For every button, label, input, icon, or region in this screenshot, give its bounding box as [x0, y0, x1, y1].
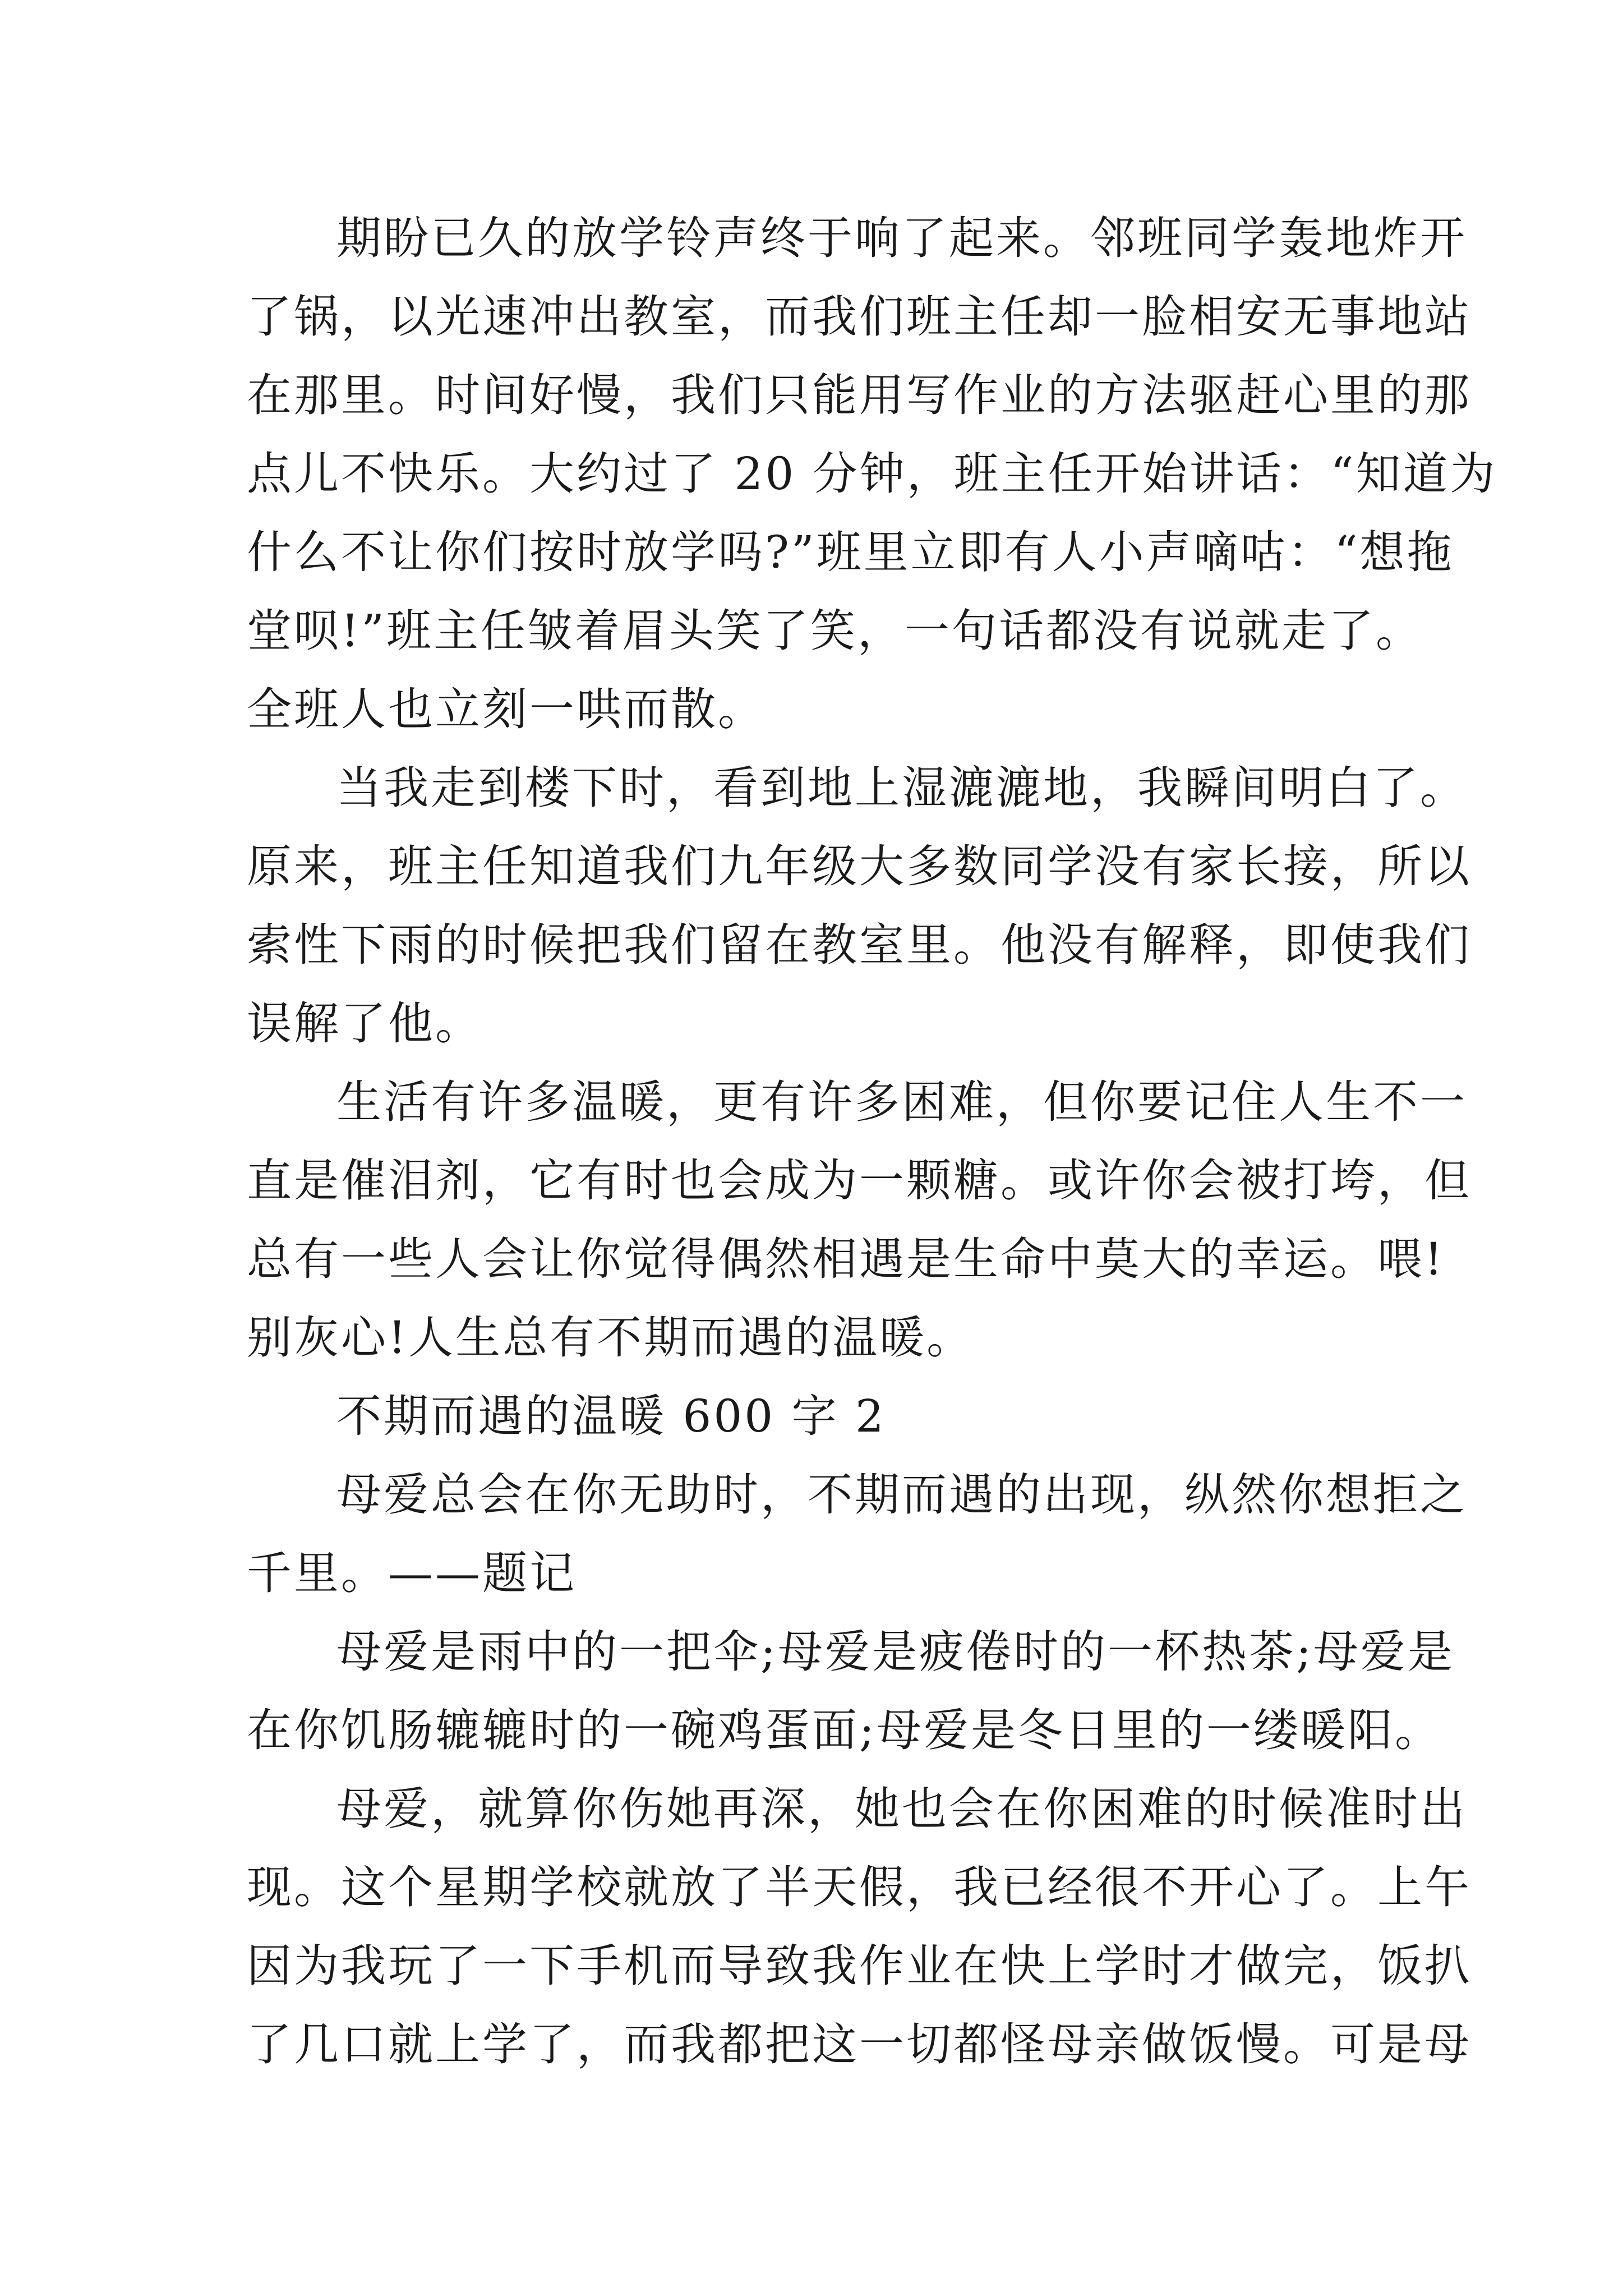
- text-line: 在那里。时间好慢，我们只能用写作业的方法驱赶心里的那: [247, 369, 1472, 421]
- text-line: 总有一些人会让你觉得偶然相遇是生命中莫大的幸运。喂!: [247, 1233, 1445, 1285]
- text-line: 别灰心!人生总有不期而遇的温暖。: [247, 1312, 974, 1364]
- text-line: 了锅，以光速冲出教室，而我们班主任却一脸相安无事地站: [247, 291, 1472, 343]
- text-line: 直是催泪剂，它有时也会成为一颗糖。或许你会被打垮，但: [247, 1154, 1472, 1207]
- text-line: 因为我玩了一下手机而导致我作业在快上学时才做完，饭扒: [247, 1940, 1472, 1992]
- text-line: 什么不让你们按时放学吗?”班里立即有人小声嘀咕：“想拖: [247, 526, 1454, 578]
- section-heading: 不期而遇的温暖 600 字 2: [336, 1390, 886, 1442]
- text-line: 母爱总会在你无助时，不期而遇的出现，纵然你想拒之: [336, 1469, 1467, 1521]
- text-line: 母爱是雨中的一把伞;母爱是疲倦时的一杯热茶;母爱是: [336, 1626, 1455, 1678]
- text-line: 误解了他。: [247, 997, 482, 1050]
- text-line: 索性下雨的时候把我们留在教室里。他没有解释，即使我们: [247, 919, 1472, 971]
- text-line: 母爱，就算你伤她再深，她也会在你困难的时候准时出: [336, 1783, 1467, 1835]
- text-line: 千里。——题记: [247, 1547, 577, 1599]
- text-line: 现。这个星期学校就放了半天假，我已经很不开心了。上午: [247, 1861, 1472, 1913]
- text-line: 期盼已久的放学铃声终于响了起来。邻班同学轰地炸开: [336, 212, 1467, 264]
- text-line: 堂呗!”班主任皱着眉头笑了笑，一句话都没有说就走了。: [247, 605, 1423, 657]
- text-line: 点儿不快乐。大约过了 20 分钟，班主任开始讲话：“知道为: [247, 448, 1497, 500]
- text-line: 在你饥肠辘辘时的一碗鸡蛋面;母爱是冬日里的一缕暖阳。: [247, 1704, 1442, 1756]
- text-line: 全班人也立刻一哄而散。: [247, 683, 765, 735]
- text-line: 当我走到楼下时，看到地上湿漉漉地，我瞬间明白了。: [336, 762, 1467, 814]
- text-line: 原来，班主任知道我们九年级大多数同学没有家长接，所以: [247, 840, 1472, 892]
- text-line: 生活有许多温暖，更有许多困难，但你要记住人生不一: [336, 1076, 1467, 1128]
- text-line: 了几口就上学了，而我都把这一切都怪母亲做饭慢。可是母: [247, 2018, 1472, 2070]
- document-body: [247, 199, 1497, 2084]
